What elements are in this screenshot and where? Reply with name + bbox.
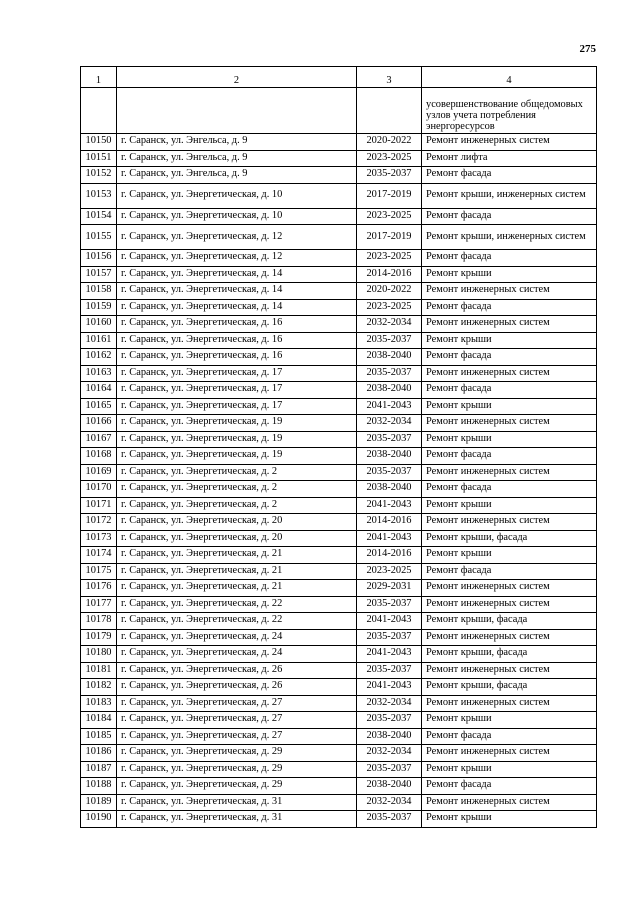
cell-period: 2035-2037 [357, 761, 422, 778]
cell-period: 2014-2016 [357, 266, 422, 283]
cell-address: г. Саранск, ул. Энергетическая, д. 16 [117, 316, 357, 333]
cell-work: Ремонт крыши [422, 712, 597, 729]
cell-address: г. Саранск, ул. Энергетическая, д. 16 [117, 332, 357, 349]
cell-num: 10182 [81, 679, 117, 696]
cell-work: Ремонт инженерных систем [422, 514, 597, 531]
cell-period: 2023-2025 [357, 563, 422, 580]
cell-address: г. Саранск, ул. Энергетическая, д. 16 [117, 349, 357, 366]
cell-address: г. Саранск, ул. Энергетическая, д. 29 [117, 745, 357, 762]
cell-address: г. Саранск, ул. Энергетическая, д. 22 [117, 596, 357, 613]
cell-address [117, 88, 357, 134]
table-row [81, 183, 597, 208]
cell-address: г. Саранск, ул. Энергетическая, д. 21 [117, 563, 357, 580]
cell-address: г. Саранск, ул. Энергетическая, д. 27 [117, 712, 357, 729]
cell-period: 2014-2016 [357, 514, 422, 531]
table-row [81, 349, 597, 366]
table-row [81, 208, 597, 225]
cell-address: г. Саранск, ул. Энергетическая, д. 27 [117, 728, 357, 745]
table-row [81, 514, 597, 531]
cell-work: Ремонт крыши [422, 431, 597, 448]
cell-work: Ремонт крыши [422, 547, 597, 564]
cell-address: г. Саранск, ул. Энергетическая, д. 20 [117, 514, 357, 531]
column-header-4: 4 [422, 67, 597, 88]
table-row [81, 266, 597, 283]
cell-num: 10160 [81, 316, 117, 333]
cell-address: г. Саранск, ул. Энергетическая, д. 12 [117, 225, 357, 250]
cell-period: 2032-2034 [357, 745, 422, 762]
cell-num: 10153 [81, 183, 117, 208]
cell-num: 10150 [81, 134, 117, 151]
cell-period: 2017-2019 [357, 225, 422, 250]
cell-num: 10171 [81, 497, 117, 514]
cell-period: 2035-2037 [357, 662, 422, 679]
cell-work: Ремонт инженерных систем [422, 662, 597, 679]
table-row [81, 596, 597, 613]
table-row [81, 134, 597, 151]
cell-address: г. Саранск, ул. Энергетическая, д. 10 [117, 208, 357, 225]
cell-num: 10163 [81, 365, 117, 382]
cell-period: 2038-2040 [357, 448, 422, 465]
cell-period: 2038-2040 [357, 382, 422, 399]
cell-work: Ремонт инженерных систем [422, 745, 597, 762]
cell-address: г. Саранск, ул. Энергетическая, д. 26 [117, 679, 357, 696]
table-row [81, 629, 597, 646]
cell-num: 10172 [81, 514, 117, 531]
cell-num: 10165 [81, 398, 117, 415]
table-row [81, 431, 597, 448]
cell-num: 10186 [81, 745, 117, 762]
cell-work: Ремонт инженерных систем [422, 316, 597, 333]
table-row [81, 811, 597, 828]
table-row [81, 481, 597, 498]
cell-period: 2035-2037 [357, 365, 422, 382]
cell-num: 10181 [81, 662, 117, 679]
cell-period: 2035-2037 [357, 712, 422, 729]
cell-period: 2038-2040 [357, 349, 422, 366]
cell-work: Ремонт инженерных систем [422, 596, 597, 613]
cell-period: 2041-2043 [357, 613, 422, 630]
table-row [81, 365, 597, 382]
cell-num: 10185 [81, 728, 117, 745]
cell-num: 10162 [81, 349, 117, 366]
table-row [81, 712, 597, 729]
cell-work: Ремонт крыши, фасада [422, 679, 597, 696]
cell-address: г. Саранск, ул. Энергетическая, д. 12 [117, 250, 357, 267]
cell-address: г. Саранск, ул. Энергетическая, д. 31 [117, 811, 357, 828]
cell-work: Ремонт крыши, инженерных систем [422, 183, 597, 208]
column-header-2: 2 [117, 67, 357, 88]
cell-work: Ремонт крыши, фасада [422, 646, 597, 663]
cell-period: 2035-2037 [357, 811, 422, 828]
cell-period: 2035-2037 [357, 596, 422, 613]
cell-period: 2023-2025 [357, 299, 422, 316]
cell-period: 2029-2031 [357, 580, 422, 597]
table-row [81, 695, 597, 712]
cell-period [357, 88, 422, 134]
cell-num: 10167 [81, 431, 117, 448]
cell-work: Ремонт фасада [422, 167, 597, 184]
cell-work: Ремонт крыши, фасада [422, 530, 597, 547]
table-row [81, 382, 597, 399]
cell-period: 2041-2043 [357, 530, 422, 547]
column-header-1: 1 [81, 67, 117, 88]
table-row [81, 250, 597, 267]
table-row [81, 316, 597, 333]
header-row [81, 67, 597, 88]
cell-period: 2032-2034 [357, 415, 422, 432]
cell-address: г. Саранск, ул. Энергетическая, д. 24 [117, 629, 357, 646]
cell-period: 2032-2034 [357, 794, 422, 811]
cell-period: 2032-2034 [357, 316, 422, 333]
cell-address: г. Саранск, ул. Энергетическая, д. 2 [117, 464, 357, 481]
cell-num: 10151 [81, 150, 117, 167]
table-row [81, 662, 597, 679]
cell-period: 2020-2022 [357, 134, 422, 151]
cell-num: 10161 [81, 332, 117, 349]
cell-num: 10178 [81, 613, 117, 630]
cell-period: 2035-2037 [357, 464, 422, 481]
cell-num: 10157 [81, 266, 117, 283]
cell-period: 2017-2019 [357, 183, 422, 208]
cell-address: г. Саранск, ул. Энергетическая, д. 27 [117, 695, 357, 712]
cell-period: 2038-2040 [357, 728, 422, 745]
table-row [81, 398, 597, 415]
cell-work: Ремонт фасада [422, 448, 597, 465]
cell-address: г. Саранск, ул. Энергетическая, д. 14 [117, 266, 357, 283]
cell-period: 2035-2037 [357, 332, 422, 349]
cell-work: Ремонт крыши [422, 811, 597, 828]
cell-num: 10177 [81, 596, 117, 613]
cell-work: Ремонт инженерных систем [422, 629, 597, 646]
cell-address: г. Саранск, ул. Энергетическая, д. 2 [117, 481, 357, 498]
cell-num: 10188 [81, 778, 117, 795]
table-row [81, 547, 597, 564]
cell-num: 10187 [81, 761, 117, 778]
cell-work: Ремонт инженерных систем [422, 580, 597, 597]
cell-period: 2041-2043 [357, 679, 422, 696]
cell-num: 10152 [81, 167, 117, 184]
cell-num: 10170 [81, 481, 117, 498]
cell-work: Ремонт крыши [422, 497, 597, 514]
table-row [81, 728, 597, 745]
table-row [81, 415, 597, 432]
table-row [81, 794, 597, 811]
table-row [81, 150, 597, 167]
cell-num: 10189 [81, 794, 117, 811]
cell-num: 10179 [81, 629, 117, 646]
cell-address: г. Саранск, ул. Энергетическая, д. 21 [117, 547, 357, 564]
cell-work: Ремонт инженерных систем [422, 695, 597, 712]
cell-address: г. Саранск, ул. Энергетическая, д. 19 [117, 415, 357, 432]
cell-address: г. Саранск, ул. Энгельса, д. 9 [117, 150, 357, 167]
cell-period: 2023-2025 [357, 250, 422, 267]
cell-address: г. Саранск, ул. Энергетическая, д. 2 [117, 497, 357, 514]
cell-work: Ремонт крыши [422, 761, 597, 778]
cell-work: Ремонт инженерных систем [422, 365, 597, 382]
cell-num: 10175 [81, 563, 117, 580]
page-number: 275 [579, 43, 596, 55]
cell-num: 10183 [81, 695, 117, 712]
cell-work: Ремонт крыши, фасада [422, 613, 597, 630]
cell-num: 10176 [81, 580, 117, 597]
cell-work: Ремонт лифта [422, 150, 597, 167]
cell-work: Ремонт крыши [422, 266, 597, 283]
table-row [81, 745, 597, 762]
cell-work: Ремонт инженерных систем [422, 464, 597, 481]
cell-period: 2020-2022 [357, 283, 422, 300]
cell-address: г. Саранск, ул. Энергетическая, д. 22 [117, 613, 357, 630]
cell-address: г. Саранск, ул. Энергетическая, д. 20 [117, 530, 357, 547]
cell-address: г. Саранск, ул. Энергетическая, д. 19 [117, 448, 357, 465]
cell-num: 10156 [81, 250, 117, 267]
table-row [81, 761, 597, 778]
cell-num: 10173 [81, 530, 117, 547]
cell-period: 2041-2043 [357, 398, 422, 415]
cell-work: Ремонт инженерных систем [422, 794, 597, 811]
cell-work: Ремонт крыши [422, 332, 597, 349]
table-row [81, 580, 597, 597]
cell-work: Ремонт фасада [422, 349, 597, 366]
table-row [81, 283, 597, 300]
cell-address: г. Саранск, ул. Энергетическая, д. 31 [117, 794, 357, 811]
cell-work: Ремонт фасада [422, 250, 597, 267]
table-row [81, 497, 597, 514]
cell-work: Ремонт крыши, инженерных систем [422, 225, 597, 250]
table-row [81, 167, 597, 184]
cell-address: г. Саранск, ул. Энергетическая, д. 14 [117, 299, 357, 316]
cell-num: 10155 [81, 225, 117, 250]
cell-period: 2041-2043 [357, 646, 422, 663]
cell-period: 2023-2025 [357, 150, 422, 167]
cell-num: 10158 [81, 283, 117, 300]
table-row [81, 225, 597, 250]
column-header-3: 3 [357, 67, 422, 88]
cell-address: г. Саранск, ул. Энергетическая, д. 21 [117, 580, 357, 597]
table-row [81, 530, 597, 547]
cell-work: Ремонт фасада [422, 563, 597, 580]
table-row [81, 563, 597, 580]
cell-period: 2023-2025 [357, 208, 422, 225]
cell-work: Ремонт фасада [422, 382, 597, 399]
cell-address: г. Саранск, ул. Энергетическая, д. 24 [117, 646, 357, 663]
cell-work: усовершенствование общедомовых узлов учета потребления энергоресурсов [422, 88, 597, 134]
cell-work: Ремонт фасада [422, 208, 597, 225]
cell-address: г. Саранск, ул. Энергетическая, д. 19 [117, 431, 357, 448]
table-row [81, 332, 597, 349]
repair-schedule-table [80, 66, 597, 828]
cell-num: 10180 [81, 646, 117, 663]
cell-work: Ремонт инженерных систем [422, 134, 597, 151]
cell-num: 10168 [81, 448, 117, 465]
cell-num: 10190 [81, 811, 117, 828]
cell-address: г. Саранск, ул. Энергетическая, д. 29 [117, 761, 357, 778]
cell-address: г. Саранск, ул. Энергетическая, д. 29 [117, 778, 357, 795]
table-row [81, 613, 597, 630]
cell-address: г. Саранск, ул. Энергетическая, д. 17 [117, 365, 357, 382]
table-row [81, 448, 597, 465]
table-row [81, 646, 597, 663]
cell-num: 10154 [81, 208, 117, 225]
table-row [81, 679, 597, 696]
cell-address: г. Саранск, ул. Энергетическая, д. 14 [117, 283, 357, 300]
cell-address: г. Саранск, ул. Энгельса, д. 9 [117, 167, 357, 184]
cell-work: Ремонт крыши [422, 398, 597, 415]
cell-work: Ремонт фасада [422, 299, 597, 316]
cell-num: 10159 [81, 299, 117, 316]
table-row [81, 778, 597, 795]
cell-address: г. Саранск, ул. Энергетическая, д. 17 [117, 382, 357, 399]
cell-num [81, 88, 117, 134]
cell-num: 10164 [81, 382, 117, 399]
cell-address: г. Саранск, ул. Энергетическая, д. 10 [117, 183, 357, 208]
cell-num: 10184 [81, 712, 117, 729]
cell-period: 2035-2037 [357, 167, 422, 184]
table-row [81, 299, 597, 316]
cell-period: 2038-2040 [357, 778, 422, 795]
cell-period: 2035-2037 [357, 431, 422, 448]
cell-num: 10169 [81, 464, 117, 481]
cell-work: Ремонт инженерных систем [422, 283, 597, 300]
table-row [81, 464, 597, 481]
continuation-row [81, 88, 597, 134]
cell-period: 2032-2034 [357, 695, 422, 712]
cell-period: 2038-2040 [357, 481, 422, 498]
cell-address: г. Саранск, ул. Энергетическая, д. 26 [117, 662, 357, 679]
cell-period: 2035-2037 [357, 629, 422, 646]
cell-work: Ремонт фасада [422, 728, 597, 745]
cell-num: 10166 [81, 415, 117, 432]
cell-work: Ремонт фасада [422, 778, 597, 795]
table-body [81, 67, 597, 828]
cell-num: 10174 [81, 547, 117, 564]
cell-period: 2014-2016 [357, 547, 422, 564]
cell-work: Ремонт фасада [422, 481, 597, 498]
cell-address: г. Саранск, ул. Энергетическая, д. 17 [117, 398, 357, 415]
cell-period: 2041-2043 [357, 497, 422, 514]
cell-address: г. Саранск, ул. Энгельса, д. 9 [117, 134, 357, 151]
cell-work: Ремонт инженерных систем [422, 415, 597, 432]
